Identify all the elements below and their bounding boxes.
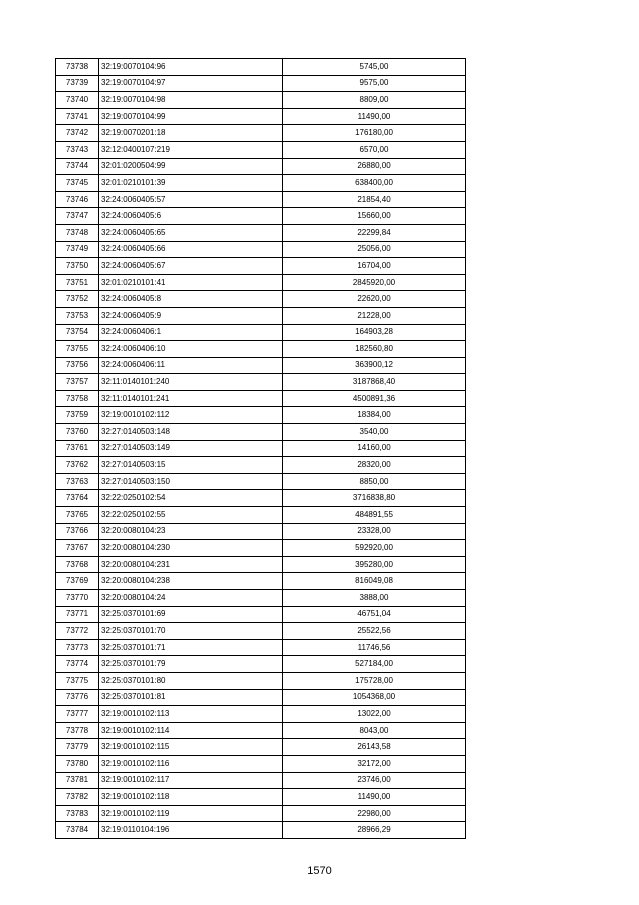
cadastral-value-cell: 6570,00: [283, 141, 466, 158]
row-number-cell: 73775: [56, 672, 99, 689]
row-number-cell: 73741: [56, 108, 99, 125]
cadastral-number-cell: 32:27:0140503:149: [99, 440, 283, 457]
cadastral-value-cell: 26880,00: [283, 158, 466, 175]
table-row: [56, 722, 466, 739]
row-number-cell: 73743: [56, 141, 99, 158]
cadastral-number-cell: 32:20:0080104:24: [99, 590, 283, 607]
cadastral-number-cell: 32:25:0370101:80: [99, 672, 283, 689]
row-number-cell: 73739: [56, 75, 99, 92]
table-row: [56, 307, 466, 324]
cadastral-number-cell: 32:24:0060405:57: [99, 191, 283, 208]
cadastral-value-cell: 18384,00: [283, 407, 466, 424]
row-number-cell: 73751: [56, 274, 99, 291]
cadastral-value-cell: 25522,56: [283, 623, 466, 640]
row-number-cell: 73773: [56, 639, 99, 656]
table-row: [56, 540, 466, 557]
cadastral-number-cell: 32:24:0060405:67: [99, 258, 283, 275]
cadastral-value-cell: 4500891,36: [283, 390, 466, 407]
cadastral-value-cell: 26143,58: [283, 739, 466, 756]
cadastral-value-cell: 8043,00: [283, 722, 466, 739]
cadastral-number-cell: 32:19:0070104:97: [99, 75, 283, 92]
row-number-cell: 73780: [56, 755, 99, 772]
row-number-cell: 73767: [56, 540, 99, 557]
table-row: [56, 656, 466, 673]
row-number-cell: 73763: [56, 473, 99, 490]
cadastral-number-cell: 32:19:0070104:96: [99, 59, 283, 76]
cadastral-value-cell: 11490,00: [283, 108, 466, 125]
cadastral-number-cell: 32:25:0370101:79: [99, 656, 283, 673]
row-number-cell: 73753: [56, 307, 99, 324]
row-number-cell: 73746: [56, 191, 99, 208]
table-row: [56, 224, 466, 241]
row-number-cell: 73757: [56, 374, 99, 391]
row-number-cell: 73761: [56, 440, 99, 457]
cadastral-number-cell: 32:19:0010102:117: [99, 772, 283, 789]
cadastral-value-cell: 5745,00: [283, 59, 466, 76]
cadastral-value-cell: 16704,00: [283, 258, 466, 275]
table-row: [56, 258, 466, 275]
cadastral-number-cell: 32:22:0250102:55: [99, 507, 283, 524]
cadastral-number-cell: 32:24:0060406:10: [99, 341, 283, 358]
cadastral-value-cell: 484891,55: [283, 507, 466, 524]
row-number-cell: 73782: [56, 789, 99, 806]
cadastral-number-cell: 32:27:0140503:150: [99, 473, 283, 490]
cadastral-value-cell: 176180,00: [283, 125, 466, 142]
cadastral-number-cell: 32:27:0140503:148: [99, 424, 283, 441]
table-row: [56, 556, 466, 573]
table-row: [56, 125, 466, 142]
cadastral-value-cell: 816049,08: [283, 573, 466, 590]
table-row: [56, 639, 466, 656]
cadastral-value-cell: 21854,40: [283, 191, 466, 208]
cadastral-value-cell: 363900,12: [283, 357, 466, 374]
cadastral-value-cell: 3187868,40: [283, 374, 466, 391]
row-number-cell: 73760: [56, 424, 99, 441]
cadastral-value-cell: 22299,84: [283, 224, 466, 241]
cadastral-value-cell: 11746,56: [283, 639, 466, 656]
cadastral-number-cell: 32:19:0070201:18: [99, 125, 283, 142]
cadastral-number-cell: 32:24:0060406:11: [99, 357, 283, 374]
row-number-cell: 73766: [56, 523, 99, 540]
table-row: [56, 573, 466, 590]
cadastral-number-cell: 32:01:0210101:41: [99, 274, 283, 291]
table-row: [56, 341, 466, 358]
row-number-cell: 73784: [56, 822, 99, 839]
cadastral-value-cell: 14160,00: [283, 440, 466, 457]
cadastral-value-cell: 22620,00: [283, 291, 466, 308]
cadastral-value-cell: 3716838,80: [283, 490, 466, 507]
cadastral-value-table: [55, 58, 466, 839]
row-number-cell: 73776: [56, 689, 99, 706]
table-row: [56, 92, 466, 109]
cadastral-number-cell: 32:11:0140101:240: [99, 374, 283, 391]
cadastral-number-cell: 32:19:0010102:113: [99, 706, 283, 723]
table-row: [56, 789, 466, 806]
cadastral-value-cell: 21228,00: [283, 307, 466, 324]
table-row: [56, 805, 466, 822]
cadastral-value-cell: 2845920,00: [283, 274, 466, 291]
table-row: [56, 291, 466, 308]
table-row: [56, 241, 466, 258]
cadastral-number-cell: 32:27:0140503:15: [99, 457, 283, 474]
table-row: [56, 191, 466, 208]
table-row: [56, 473, 466, 490]
cadastral-value-cell: 28320,00: [283, 457, 466, 474]
cadastral-value-cell: 11490,00: [283, 789, 466, 806]
table-row: [56, 490, 466, 507]
cadastral-value-cell: 15660,00: [283, 208, 466, 225]
table-row: [56, 672, 466, 689]
table-row: [56, 208, 466, 225]
cadastral-value-cell: 164903,28: [283, 324, 466, 341]
table-row: [56, 507, 466, 524]
row-number-cell: 73754: [56, 324, 99, 341]
row-number-cell: 73778: [56, 722, 99, 739]
row-number-cell: 73772: [56, 623, 99, 640]
cadastral-number-cell: 32:24:0060405:8: [99, 291, 283, 308]
cadastral-value-cell: 23328,00: [283, 523, 466, 540]
cadastral-number-cell: 32:20:0080104:231: [99, 556, 283, 573]
cadastral-value-cell: 638400,00: [283, 175, 466, 192]
cadastral-number-cell: 32:25:0370101:71: [99, 639, 283, 656]
table-row: [56, 59, 466, 76]
cadastral-value-cell: 8850,00: [283, 473, 466, 490]
table-row: [56, 755, 466, 772]
row-number-cell: 73783: [56, 805, 99, 822]
table-row: [56, 274, 466, 291]
cadastral-number-cell: 32:25:0370101:70: [99, 623, 283, 640]
cadastral-value-cell: 182560,80: [283, 341, 466, 358]
row-number-cell: 73745: [56, 175, 99, 192]
cadastral-number-cell: 32:19:0010102:119: [99, 805, 283, 822]
table-row: [56, 324, 466, 341]
table-row: [56, 706, 466, 723]
cadastral-value-cell: 9575,00: [283, 75, 466, 92]
cadastral-number-cell: 32:20:0080104:238: [99, 573, 283, 590]
cadastral-value-cell: 527184,00: [283, 656, 466, 673]
cadastral-number-cell: 32:24:0060405:9: [99, 307, 283, 324]
cadastral-value-cell: 175728,00: [283, 672, 466, 689]
table-row: [56, 772, 466, 789]
cadastral-number-cell: 32:24:0060405:66: [99, 241, 283, 258]
table-row: [56, 606, 466, 623]
row-number-cell: 73771: [56, 606, 99, 623]
table-body: [56, 59, 466, 839]
cadastral-value-cell: 13022,00: [283, 706, 466, 723]
cadastral-number-cell: 32:19:0010102:115: [99, 739, 283, 756]
row-number-cell: 73747: [56, 208, 99, 225]
cadastral-number-cell: 32:24:0060405:65: [99, 224, 283, 241]
cadastral-value-cell: 23746,00: [283, 772, 466, 789]
cadastral-number-cell: 32:19:0010102:112: [99, 407, 283, 424]
table-row: [56, 175, 466, 192]
row-number-cell: 73738: [56, 59, 99, 76]
cadastral-number-cell: 32:19:0110104:196: [99, 822, 283, 839]
table-row: [56, 108, 466, 125]
row-number-cell: 73752: [56, 291, 99, 308]
cadastral-value-cell: 1054368,00: [283, 689, 466, 706]
cadastral-number-cell: 32:19:0010102:118: [99, 789, 283, 806]
cadastral-value-cell: 32172,00: [283, 755, 466, 772]
row-number-cell: 73765: [56, 507, 99, 524]
table-row: [56, 590, 466, 607]
cadastral-number-cell: 32:24:0060406:1: [99, 324, 283, 341]
row-number-cell: 73758: [56, 390, 99, 407]
row-number-cell: 73740: [56, 92, 99, 109]
row-number-cell: 73744: [56, 158, 99, 175]
cadastral-number-cell: 32:19:0010102:116: [99, 755, 283, 772]
cadastral-value-cell: 25056,00: [283, 241, 466, 258]
table-row: [56, 739, 466, 756]
cadastral-number-cell: 32:20:0080104:230: [99, 540, 283, 557]
row-number-cell: 73781: [56, 772, 99, 789]
table-row: [56, 75, 466, 92]
row-number-cell: 73749: [56, 241, 99, 258]
cadastral-number-cell: 32:19:0070104:99: [99, 108, 283, 125]
cadastral-number-cell: 32:24:0060405:6: [99, 208, 283, 225]
cadastral-value-cell: 592920,00: [283, 540, 466, 557]
cadastral-value-cell: 22980,00: [283, 805, 466, 822]
table-row: [56, 390, 466, 407]
table-row: [56, 374, 466, 391]
cadastral-value-cell: 8809,00: [283, 92, 466, 109]
cadastral-value-cell: 28966,29: [283, 822, 466, 839]
row-number-cell: 73742: [56, 125, 99, 142]
cadastral-number-cell: 32:19:0010102:114: [99, 722, 283, 739]
cadastral-number-cell: 32:25:0370101:81: [99, 689, 283, 706]
row-number-cell: 73750: [56, 258, 99, 275]
row-number-cell: 73769: [56, 573, 99, 590]
cadastral-number-cell: 32:01:0210101:39: [99, 175, 283, 192]
table-row: [56, 158, 466, 175]
cadastral-value-cell: 395280,00: [283, 556, 466, 573]
row-number-cell: 73762: [56, 457, 99, 474]
row-number-cell: 73759: [56, 407, 99, 424]
row-number-cell: 73764: [56, 490, 99, 507]
cadastral-value-cell: 3540,00: [283, 424, 466, 441]
table-row: [56, 407, 466, 424]
table-row: [56, 440, 466, 457]
row-number-cell: 73779: [56, 739, 99, 756]
table-row: [56, 357, 466, 374]
table-row: [56, 623, 466, 640]
cadastral-number-cell: 32:11:0140101:241: [99, 390, 283, 407]
row-number-cell: 73770: [56, 590, 99, 607]
row-number-cell: 73748: [56, 224, 99, 241]
table-row: [56, 689, 466, 706]
row-number-cell: 73768: [56, 556, 99, 573]
cadastral-number-cell: 32:19:0070104:98: [99, 92, 283, 109]
row-number-cell: 73755: [56, 341, 99, 358]
row-number-cell: 73756: [56, 357, 99, 374]
cadastral-number-cell: 32:12:0400107:219: [99, 141, 283, 158]
cadastral-value-cell: 3888,00: [283, 590, 466, 607]
cadastral-number-cell: 32:20:0080104:23: [99, 523, 283, 540]
cadastral-number-cell: 32:25:0370101:69: [99, 606, 283, 623]
page-number: 1570: [307, 865, 332, 877]
table-row: [56, 141, 466, 158]
cadastral-value-cell: 46751,04: [283, 606, 466, 623]
table-row: [56, 424, 466, 441]
row-number-cell: 73774: [56, 656, 99, 673]
table-row: [56, 523, 466, 540]
table-row: [56, 457, 466, 474]
cadastral-number-cell: 32:01:0200504:99: [99, 158, 283, 175]
row-number-cell: 73777: [56, 706, 99, 723]
table-row: [56, 822, 466, 839]
cadastral-number-cell: 32:22:0250102:54: [99, 490, 283, 507]
